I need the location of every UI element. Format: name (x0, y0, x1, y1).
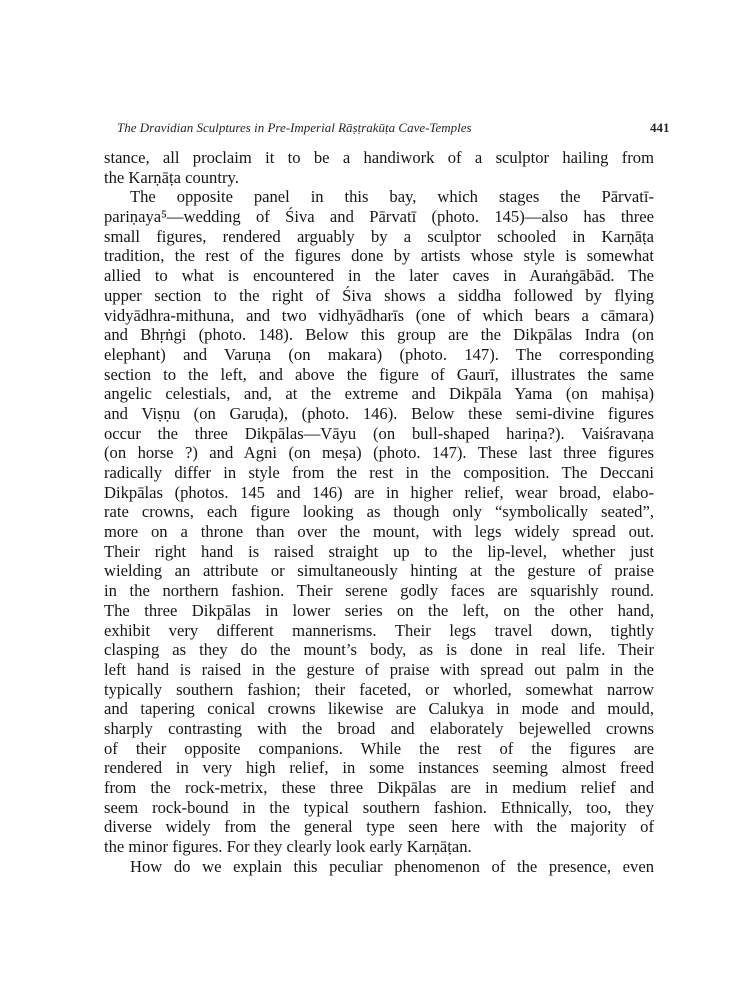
text-line: vidyādhra-mithuna, and two vidhyādharīs (one of which bears a cāmara) (104, 305, 654, 325)
text-line: elephant) and Varuṇa (on makara) (photo. 147). The corresponding (104, 344, 654, 364)
text-line: and Viṣṇu (on Garuḍa), (photo. 146). Below these semi-divine figures (104, 403, 654, 423)
text-line: pariṇaya⁵—wedding of Śiva and Pārvatī (photo. 145)—also has three (104, 207, 654, 227)
text-line: section to the left, and above the figure of Gaurī, illustrates the same (104, 364, 654, 384)
text-line: seem rock-bound in the typical southern fashion. Ethnically, too, they (104, 797, 654, 817)
body-text (104, 148, 654, 876)
text-line: upper section to the right of Śiva shows a siddha followed by flying (104, 285, 654, 305)
text-line: the minor figures. For they clearly look early Karṇāṭan. (104, 837, 472, 857)
text-line: The three Dikpālas in lower series on the left, on the other hand, (104, 600, 654, 620)
text-line: rate crowns, each figure looking as though only “symbolically seated”, (104, 502, 654, 522)
text-line: left hand is raised in the gesture of praise with spread out palm in the (104, 659, 654, 679)
text-line: more on a throne than over the mount, with legs widely spread out. (104, 522, 654, 542)
text-line: and Bhṛṅgi (photo. 148). Below this group are the Dikpālas Indra (on (104, 325, 654, 345)
text-line: sharply contrasting with the broad and elaborately bejewelled crowns (104, 718, 654, 738)
text-line: clasping as they do the mount’s body, as is done in real life. Their (104, 640, 654, 660)
running-head: The Dravidian Sculptures in Pre-Imperial Rāṣṭrakūṭa Cave-Temples (117, 120, 472, 135)
text-line: diverse widely from the general type seen here with the majority of (104, 817, 654, 837)
text-line: small figures, rendered arguably by a sculptor schooled in Karṇāṭa (104, 226, 654, 246)
text-line: of their opposite companions. While the rest of the figures are (104, 738, 654, 758)
text-line: allied to what is encountered in the later caves in Auraṅgābād. The (104, 266, 654, 286)
text-line: The opposite panel in this bay, which stages the Pārvatī- (130, 187, 654, 207)
text-line: wielding an attribute or simultaneously hinting at the gesture of praise (104, 561, 654, 581)
text-line: and tapering conical crowns likewise are Calukya in mode and mould, (104, 699, 654, 719)
text-line: How do we explain this peculiar phenomenon of the presence, even (130, 856, 654, 876)
text-line: in the northern fashion. Their serene godly faces are squarishly round. (104, 581, 654, 601)
text-line: Their right hand is raised straight up to the lip-level, whether just (104, 541, 654, 561)
text-line: rendered in very high relief, in some instances seeming almost freed (104, 758, 654, 778)
text-line: stance, all proclaim it to be a handiwork of a sculptor hailing from (104, 148, 654, 167)
page-number: 441 (650, 120, 670, 135)
text-line: typically southern fashion; their faceted, or whorled, somewhat narrow (104, 679, 654, 699)
text-line: radically differ in style from the rest in the composition. The Deccani (104, 463, 654, 482)
text-line: angelic celestials, and, at the extreme and Dikpāla Yama (on mahiṣa) (104, 384, 654, 404)
text-line: exhibit very different mannerisms. Their legs travel down, tightly (104, 620, 654, 640)
text-line: Dikpālas (photos. 145 and 146) are in higher relief, wear broad, elabo- (104, 482, 654, 502)
text-line: occur the three Dikpālas—Vāyu (on bull-shaped hariṇa?). Vaiśravaṇa (104, 423, 654, 443)
text-line: tradition, the rest of the figures done by artists whose style is somewhat (104, 246, 654, 266)
text-line: the Karṇāṭa country. (104, 167, 239, 187)
text-line: from the rock-metrix, these three Dikpālas are in medium relief and (104, 778, 654, 797)
text-line: (on horse ?) and Agni (on meṣa) (photo. 147). These last three figures (104, 443, 654, 463)
